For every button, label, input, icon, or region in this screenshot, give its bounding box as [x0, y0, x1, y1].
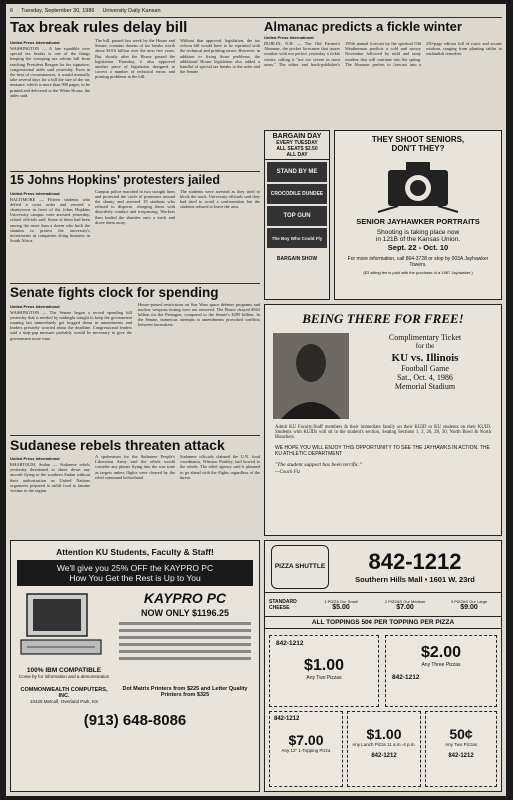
coupon-phone: 842-1212 [276, 640, 304, 647]
coupon-price: $2.00 [420, 644, 462, 661]
coach-portrait-icon [273, 333, 349, 419]
pizza-coupon[interactable] [269, 635, 379, 707]
senate-text-b: House-passed restrictions on Star Wars space defense programs and nuclear weapons testing were not removed. The House okayed $563 billion for the Pentagon, compared to the Senate's $290 billion. In the Senate, numerous attempts at amendments provoked conflicts between lawmakers. [138, 301, 260, 328]
kaypro-price: $1196.25 [191, 608, 230, 618]
size-label: 2 PIZZAS Our Medium [384, 598, 426, 604]
divider [10, 171, 260, 172]
size-label: 1 PIZZA Our Small [324, 598, 358, 604]
bargain-line2: ALL SEATS $2.50 [276, 146, 318, 152]
kaypro-attention: Attention KU Students, Faculty & Staff! [56, 547, 214, 557]
paper-name: University Daily Kansan [102, 8, 161, 14]
pizza-coupon[interactable] [347, 711, 421, 787]
ticket-signature: —Coach Fiz [275, 469, 301, 475]
size-price: $5.00 [332, 603, 350, 611]
bargain-day-ad [264, 130, 330, 300]
movie-listing: CROCODILE DUNDEE [267, 184, 327, 204]
kaypro-ad [10, 540, 260, 792]
ticket-line2: for the [415, 342, 435, 350]
coupon-price: $1.00 [303, 657, 345, 674]
coupon-text: Any Lunch Pizza 11 a.m.-4 p.m. [352, 742, 416, 747]
kaypro-compat: 100% IBM COMPATIBLE [26, 667, 102, 674]
tax-headline: Tax break rules delay bill [10, 20, 188, 36]
ticket-headline: BEING THERE FOR FREE! [302, 311, 464, 326]
movie-listing: The Boy Who Could Fly [267, 228, 327, 248]
coupon-price: $1.00 [366, 726, 402, 742]
portraits-headline: THEY SHOOT SENIORS, DON'T THEY? [371, 135, 465, 153]
ticket-line5: Sat., Oct. 4, 1986 [397, 373, 453, 382]
divider [10, 283, 260, 284]
ticket-body: Admit KU Faculty/Staff members & their immediate family on their KUID or KU students on their KUID. Students with KUIDs will sit in the student's section, Seating Sections 1, 2, 26, 28, 30, North Bowl & North Bleachers. [275, 425, 491, 441]
portraits-small: ($3 sitting fee is paid with the purchase of a 1987 Jayhawker.) [363, 270, 473, 275]
coupon-phone: 842-1212 [448, 753, 474, 759]
kaypro-offer2: How You Get the Rest is Up to You [69, 573, 201, 583]
ticket-quote: "The student support has been terrific." [275, 461, 363, 468]
size-price: $7.00 [396, 603, 414, 611]
size-price: $9.00 [460, 603, 478, 611]
store-name: COMMONWEALTH COMPUTERS, INC. [20, 687, 108, 699]
pizza-phone: 842-1212 [368, 549, 462, 574]
coupon-text: Any Two Pizzas [445, 742, 477, 747]
hopkins-story [10, 174, 260, 282]
sudan-headline: Sudanese rebels threaten attack [10, 438, 225, 453]
portraits-dates: Sept. 22 - Oct. 10 [387, 243, 449, 252]
portraits-title: SENIOR JAYHAWKER PORTRAITS [356, 217, 480, 226]
computer-illustration-icon [17, 590, 107, 660]
toppings-line: ALL TOPPINGS 50¢ PER TOPPING PER PIZZA [265, 617, 501, 629]
senate-story [10, 286, 260, 434]
hopkins-headline: 15 Johns Hopkins' protesters jailed [10, 174, 220, 187]
hopkins-wire: United Press International [10, 190, 60, 196]
bargain-line1: EVERY TUESDAY [276, 140, 318, 146]
pizza-menu [265, 593, 501, 617]
almanac-headline: Almanac predicts a fickle winter [264, 20, 462, 34]
senior-portraits-ad [334, 130, 502, 300]
coupon-text: Any Two Pizzas [306, 675, 342, 681]
pizza-coupon[interactable] [385, 635, 497, 707]
bargain-footer: BARGAIN SHOW [276, 256, 318, 262]
coupon-phone: 842-1212 [371, 753, 397, 759]
almanac-text: DUBLIN, N.H. — The Old Farmer's Almanac, the pocket forecaster that issues weather with not perfect yesterday a fickle winter, calling it "not too severe in most areas." The editor and book-publisher's 195th annual forecast by the spiritual Old Weatherman predicts a cold and snowy November followed by mild and rainy weather that will continue into the spring. The Almanac prefers to forecast into a 250-page edition full of rustic and arcane wisdom, ranging from planting tables to outlandish remedies. [264, 41, 502, 67]
coupon-price: $7.00 [288, 732, 324, 748]
kaypro-compat-sub: Come by for information and a demonstration [18, 674, 110, 679]
movie-listing: TOP GUN [267, 206, 327, 226]
coupon-text: Any Three Pizzas [421, 662, 461, 668]
tax-story [10, 20, 260, 170]
tax-wire: United Press International [10, 40, 60, 45]
newspaper-page [6, 4, 506, 796]
portraits-line2: in 121B of the Kansas Union. [375, 236, 461, 243]
senate-text-a: WASHINGTON — The Senate began a record spending bill yesterday that is needed by midnight tonight to keep the government running but immediately got bogged down in amendments and leaders privately worried about the deadline. Congressional leaders said a stop-gap measure probably would be necessary to give the government more time. [10, 309, 132, 341]
coupon-price: 50¢ [449, 726, 473, 742]
pizza-shuttle-ad [264, 540, 502, 792]
ticket-line1: Complimentary Ticket [388, 333, 462, 342]
folio-line [10, 8, 502, 18]
coupon-phone: 842-1212 [392, 674, 420, 681]
free-ticket-ad [264, 304, 502, 536]
tax-text-c: Without that approval, legislation, the tax reform bill would have to be reprinted with the technical and printing errors. However, in addition to fixing those problems, the additional House legislation also added a handful of special tax breaks to the rules and the Senate. [180, 38, 260, 75]
price-label: NOW ONLY [140, 608, 190, 618]
page-number: 6 [10, 8, 14, 14]
pizza-coupon[interactable] [425, 711, 497, 787]
coupon-text: Any 12" 1-Topping Pizza [281, 748, 331, 753]
coupon-phone: 842-1212 [274, 716, 300, 722]
divider [10, 435, 260, 436]
bargain-title: BARGAIN DAY [272, 133, 322, 140]
pizza-address: Southern Hills Mall • 1601 W. 23rd [355, 575, 475, 584]
kaypro-offer1: We'll give you 25% OFF the KAYPRO PC [56, 563, 214, 573]
sudan-text-b: A spokesman for the Sudanese People's Liberation Army said the rebels would consider any planes flying into the war zone as targets unless flights were cleared by the rebel command beforehand. [95, 454, 175, 480]
ticket-line4: Football Game [401, 364, 449, 373]
pizza-coupon[interactable] [269, 711, 343, 787]
kaypro-logo: KAYPRO PC [143, 590, 227, 606]
menu-label: STANDARD CHEESE [269, 598, 297, 611]
portraits-info: For more information, call 864-3728 or stop by 003A Jayhawker Towers. [347, 256, 489, 268]
sudan-text-a: KHARTOUM, Sudan — Sudanese rebels yesterday threatened to shoot down any aircraft flying to the southern Sudan without their authorization as United Nations organizers prepared to airlift food to famine victims in the region. [10, 462, 90, 494]
sudan-story [10, 438, 260, 536]
kaypro-phone: (913) 648-8086 [83, 712, 187, 729]
folio-date: Tuesday, September 30, 1986 [21, 8, 95, 14]
sudan-text-c: Sudanese officials claimed the U.N. food coordinator, Winston Prattley, had bowed to the rebels. The relief agency said it planned to go ahead with the flights regardless of the threat. [180, 454, 260, 480]
pizza-shuttle-logo: PIZZA SHUTTLE [271, 545, 329, 589]
store-address: 10425 Metcalf, Overland Park, KS [29, 699, 99, 704]
senate-headline: Senate fights clock for spending [10, 286, 219, 300]
hopkins-text-a: BALTIMORE — Fifteen students who defied a court order and erected a shantytown in front of the Johns Hopkins University campus were arrested yesterday, school officials said. Some of them had been among the more than a dozen who built the shanties to protest the university's investments in companies doing business in South Africa. [10, 196, 90, 244]
almanac-wire: United Press International [264, 35, 314, 40]
ticket-line3: KU vs. Illinois [391, 352, 459, 364]
camera-illustration-icon [368, 156, 468, 214]
sudan-wire: United Press International [10, 456, 60, 461]
printer-offer: Dot Matrix Printers from $225 and Letter Quality Printers from $325 [122, 686, 248, 698]
hopkins-text-b: Campus police marched in two straight lines and protected the circle of protesters around the shanty and arrested 15 students who refused to disperse, charging them with disorderly conduct and trespassing. Workers then loaded the shanties onto a truck and drove them away. [95, 188, 175, 225]
almanac-story [264, 20, 502, 128]
tax-text-b: The bill, passed last week by the House and Senate, contains dozens of tax breaks worth about $10.6 billion over the next five years. But, shortly after the House passed the legislation Thursday, it also approved another piece of legislation designed to correct a number of technical errors and printing problems in the bill. [95, 38, 175, 80]
tax-text-a: WASHINGTON — A late squabble over special tax breaks is one of the things keeping the sweeping tax reform bill from reaching President Reagan for his signature, congressional aides said yesterday. Even in the best of circumstances, it would normally take several days for a bill the size of the tax measure, which is more than 900 pages, to be printed and delivered to the White House, the aides said. [10, 46, 90, 98]
portraits-line1: Shooting is taking place now [376, 229, 460, 236]
hopkins-text-c: The students were arrested as they tried to block the truck. University officials said they had tried to avoid a confrontation but the students refused to leave the area. [180, 188, 260, 210]
size-label: 3 PIZZAS Our Large [450, 598, 488, 604]
senate-wire: United Press International [10, 303, 60, 309]
ticket-line6: Memorial Stadium [394, 382, 456, 391]
bargain-line3: ALL DAY [265, 152, 329, 160]
ticket-pitch: WE HOPE YOU WILL ENJOY THIS OPPORTUNITY TO SEE THE JAYHAWKS IN ACTION. THE KU ATHLETIC DEPARTMENT [275, 444, 490, 457]
movie-listing: STAND BY ME [267, 162, 327, 182]
